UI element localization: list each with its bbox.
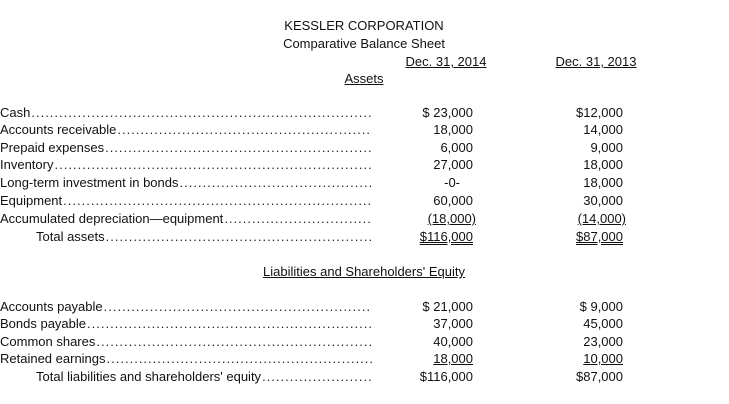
- value-2014: 27,000: [433, 157, 473, 172]
- total-2013: $87,000: [576, 229, 623, 244]
- value-2013: 18,000: [583, 157, 623, 172]
- row-label: Retained earnings: [0, 351, 106, 366]
- row-label: Prepaid expenses: [0, 140, 105, 155]
- row-label: Cash: [0, 105, 31, 120]
- value-2013: 23,000: [583, 334, 623, 349]
- value-2014: -0-: [444, 175, 460, 190]
- row-label: Common shares: [0, 334, 96, 349]
- column-header-2014: Dec. 31, 2014: [405, 54, 487, 69]
- row-label: Total assets: [36, 229, 105, 244]
- value-2014: [400, 351, 473, 367]
- liabilities-heading: Liabilities and Shareholders' Equity: [263, 264, 465, 279]
- value-2013: 14,000: [583, 122, 623, 137]
- value-2013: [545, 351, 623, 367]
- total-2014: $116,000: [419, 369, 473, 384]
- statement-title: Comparative Balance Sheet: [283, 36, 445, 51]
- row-label: Inventory: [0, 157, 54, 172]
- value-2014: $ 23,000: [422, 105, 473, 120]
- value-2014: 60,000: [433, 193, 473, 208]
- value-2013: (14,000): [577, 211, 626, 226]
- row-label: Accounts receivable: [0, 122, 117, 137]
- company-name: KESSLER CORPORATION: [284, 18, 444, 33]
- value-2014-text: 18,000: [433, 351, 473, 366]
- value-2013: 45,000: [583, 316, 623, 331]
- value-2014: (18,000): [427, 211, 476, 226]
- total-2014: $116,000: [419, 229, 473, 244]
- value-2014: 18,000: [433, 122, 473, 137]
- value-2014: 6,000: [440, 140, 473, 155]
- value-2014: 37,000: [433, 316, 473, 331]
- row-label: Equipment: [0, 193, 63, 208]
- row-label: Total liabilities and shareholders' equity: [36, 369, 262, 384]
- total-2013: $87,000: [576, 369, 623, 384]
- row-label: Bonds payable: [0, 316, 87, 331]
- value-2013: $12,000: [576, 105, 623, 120]
- row-label: Accounts payable: [0, 299, 103, 314]
- value-2013: 9,000: [590, 140, 623, 155]
- value-2014: $ 21,000: [422, 299, 473, 314]
- value-2013-text: 10,000: [583, 351, 623, 366]
- value-2014: 40,000: [433, 334, 473, 349]
- value-2013: $ 9,000: [579, 299, 623, 314]
- row-label: Long-term investment in bonds: [0, 175, 179, 190]
- assets-heading: Assets: [344, 71, 384, 86]
- row-label: Accumulated depreciation—equipment: [0, 211, 224, 226]
- value-2013: 30,000: [583, 193, 623, 208]
- column-header-2013: Dec. 31, 2013: [555, 54, 637, 69]
- value-2013: 18,000: [583, 175, 623, 190]
